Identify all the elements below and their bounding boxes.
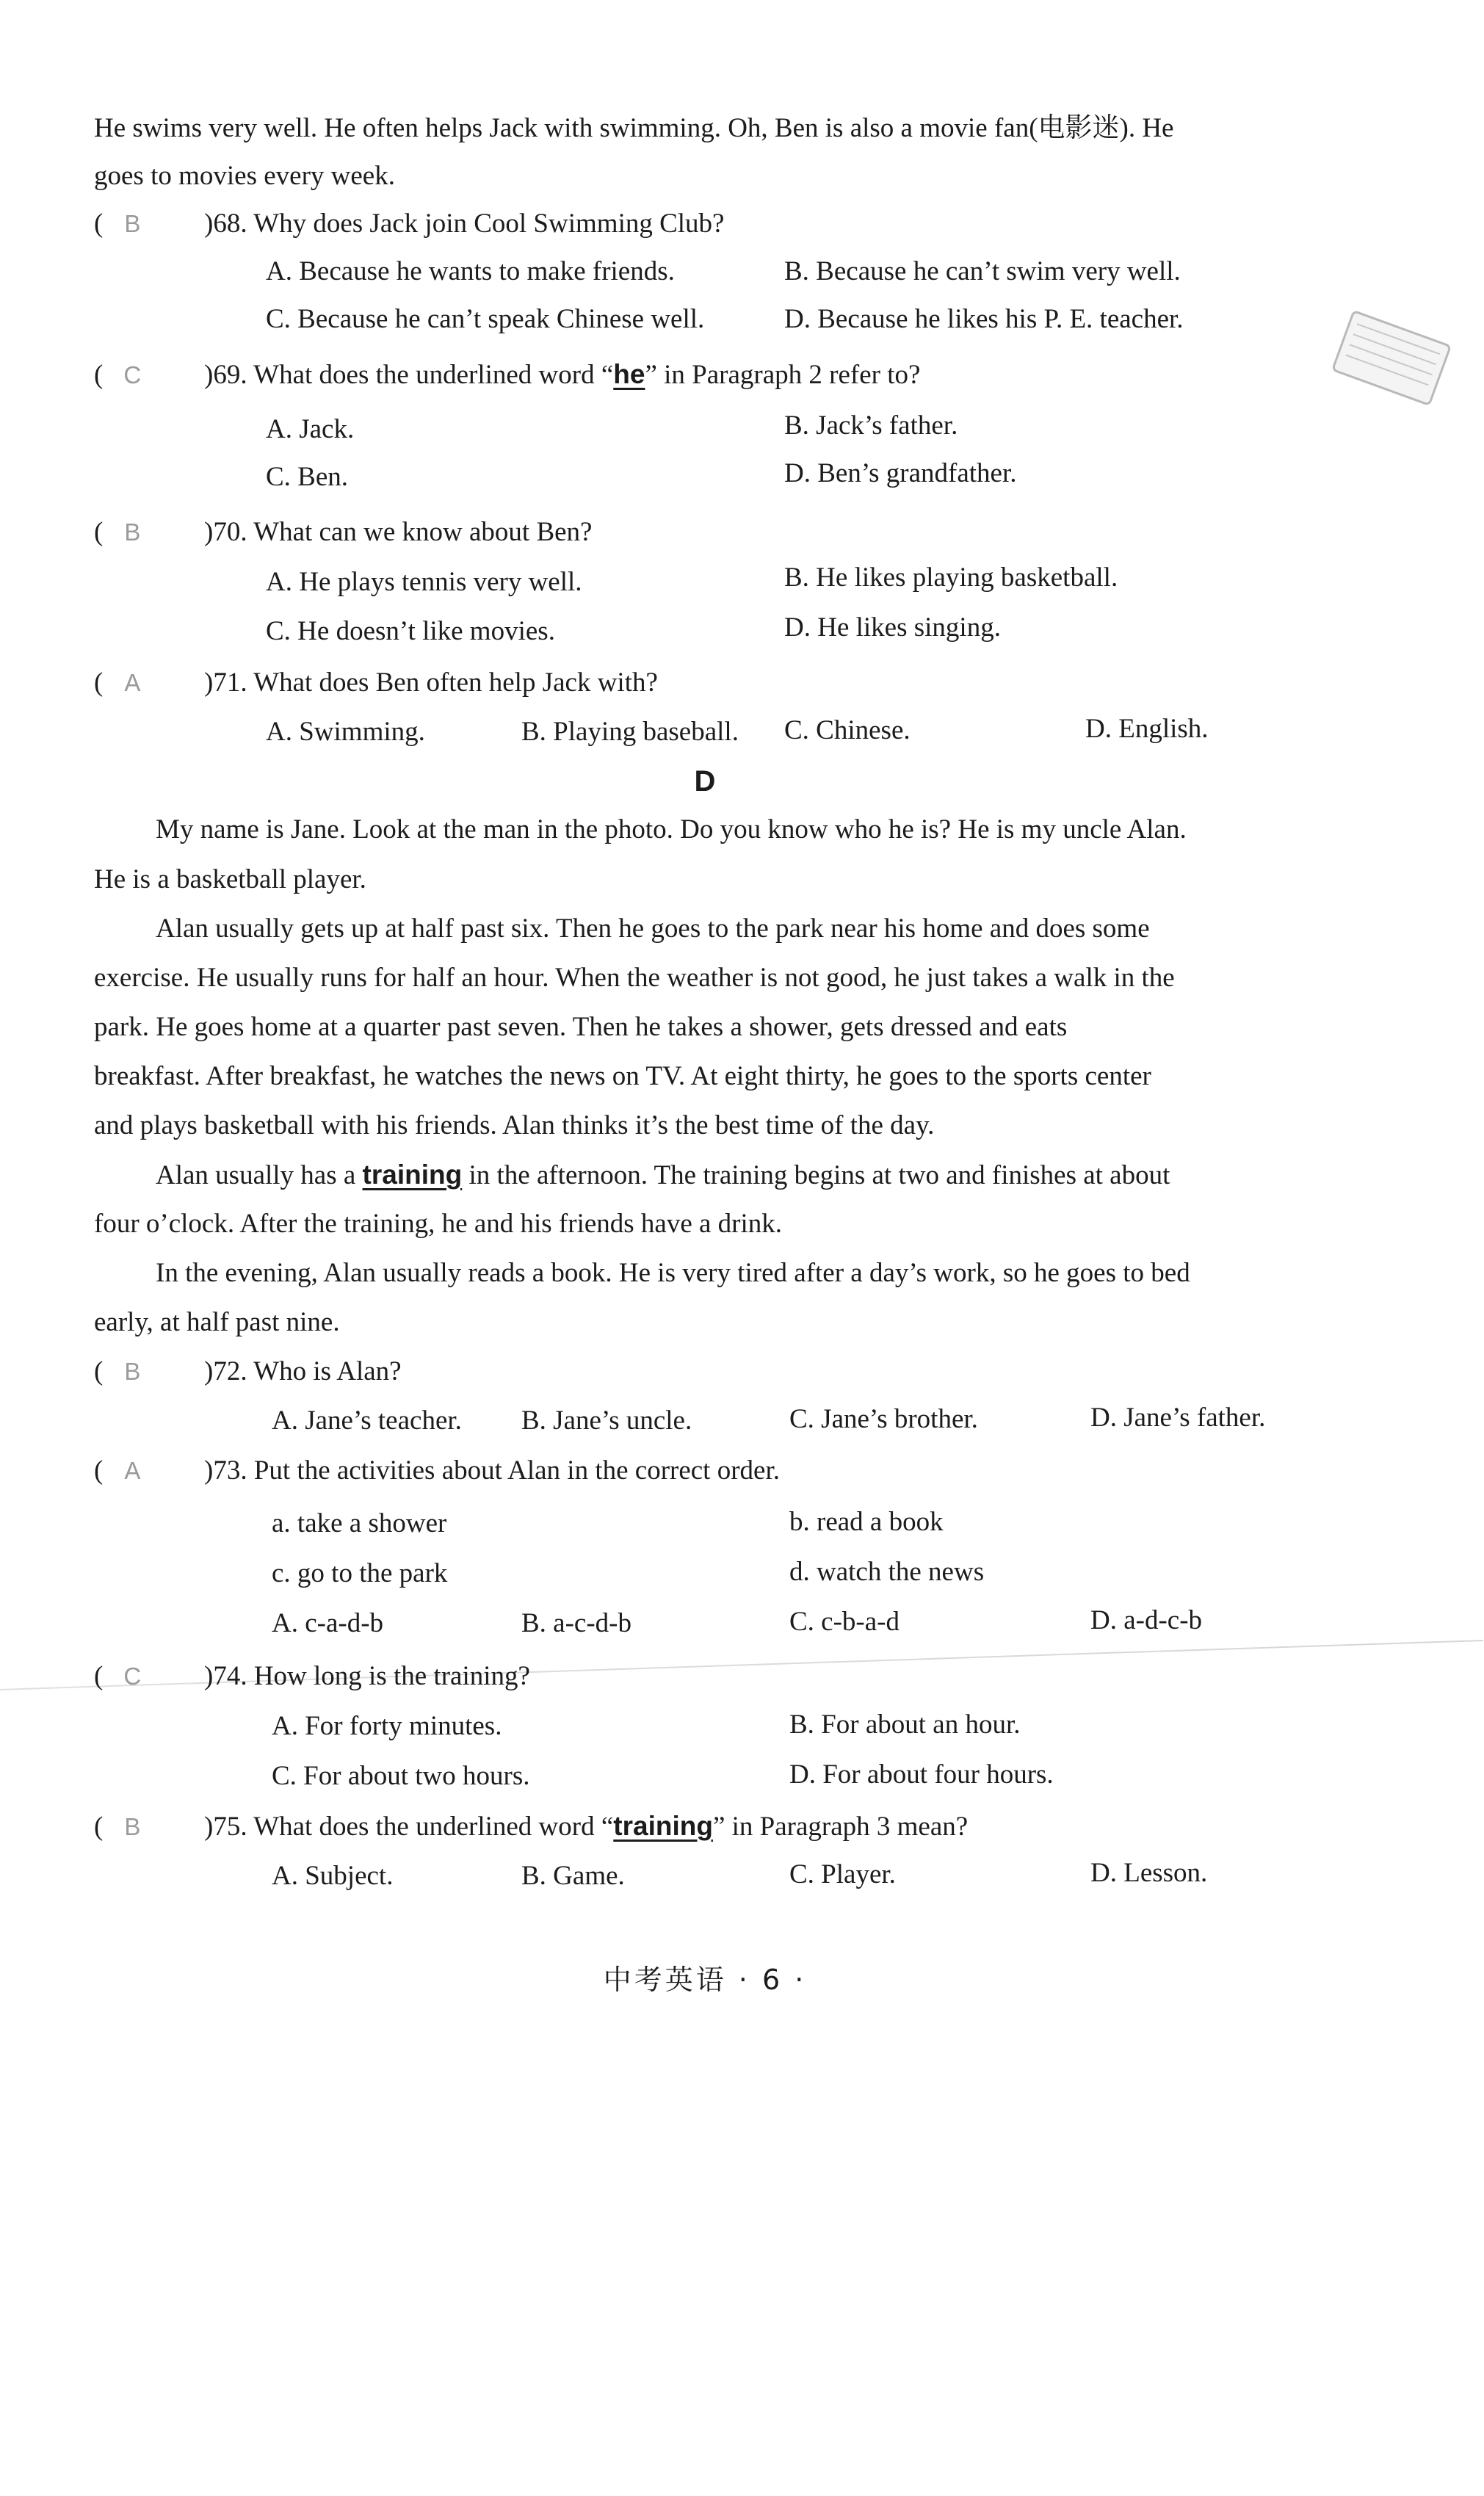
underlined-word: he	[613, 359, 645, 389]
question-stem: What can we know about Ben?	[253, 517, 593, 547]
answer-mark: B	[124, 1813, 141, 1840]
answer-paren: ( C	[94, 357, 204, 394]
passage-line: In the evening, Alan usually reads a book. He is very tired after a day’s work, so he goes to bed	[156, 1258, 1190, 1288]
answer-paren: ( B	[94, 206, 204, 242]
passage-line: early, at half past nine.	[94, 1307, 340, 1337]
answer-paren: ( B	[94, 514, 204, 551]
passage-line: He swims very well. He often helps Jack with swimming. Oh, Ben is also a movie fan(电影迷). He	[94, 113, 1174, 143]
option-c: C. c-b-a-d	[789, 1607, 900, 1637]
question-stem: Why does Jack join Cool Swimming Club?	[253, 209, 725, 239]
option-b: B. Jane’s uncle.	[521, 1406, 692, 1436]
question-72	[94, 1353, 402, 1390]
option-a: A. Jack.	[266, 414, 355, 444]
question-stem: Put the activities about Alan in the correct order.	[253, 1455, 780, 1486]
passage-line: Alan usually has a training in the afternoon. The training begins at two and finishes at about	[156, 1160, 1170, 1190]
option-d: D. Because he likes his P. E. teacher.	[784, 304, 1184, 334]
question-stem-post: ” in Paragraph 2 refer to?	[645, 360, 921, 390]
question-number: )69.	[204, 360, 247, 390]
passage-line: My name is Jane. Look at the man in the photo. Do you know who he is? He is my uncle Alan.	[156, 814, 1187, 844]
option-d: D. For about four hours.	[789, 1759, 1054, 1790]
option-a: A. He plays tennis very well.	[266, 567, 582, 597]
question-number: )71.	[204, 668, 247, 698]
answer-paren: ( C	[94, 1658, 204, 1695]
passage-line: He is a basketball player.	[94, 864, 366, 894]
underlined-word: training	[613, 1811, 713, 1841]
option-c: C. For about two hours.	[272, 1761, 530, 1791]
passage-line: four o’clock. After the training, he and his friends have a drink.	[94, 1209, 783, 1239]
option-b: B. Playing baseball.	[521, 717, 739, 747]
page-footer: 中考英语 · 6 ·	[603, 1964, 807, 1996]
answer-paren: ( A	[94, 1453, 204, 1489]
question-stem: Who is Alan?	[253, 1356, 402, 1386]
activity-item: a. take a shower	[272, 1508, 447, 1538]
answer-paren: ( B	[94, 1809, 204, 1845]
option-b: B. Because he can’t swim very well.	[784, 256, 1181, 286]
question-number: )72.	[204, 1356, 247, 1386]
option-c: C. Because he can’t speak Chinese well.	[266, 304, 705, 334]
option-a: A. For forty minutes.	[272, 1711, 502, 1741]
option-c: C. Ben.	[266, 462, 349, 492]
question-stem-post: ” in Paragraph 3 mean?	[712, 1812, 969, 1842]
question-68	[94, 206, 724, 242]
option-d: D. Jane’s father.	[1090, 1403, 1266, 1433]
option-a: A. Subject.	[272, 1861, 394, 1891]
section-heading: D	[694, 765, 716, 797]
question-stem-pre: What does the underlined word “	[253, 1812, 614, 1842]
option-a: A. Swimming.	[266, 717, 425, 747]
option-d: D. English.	[1085, 714, 1209, 744]
option-b: B. Jack’s father.	[784, 410, 958, 441]
passage-line: goes to movies every week.	[94, 161, 395, 191]
option-a: A. c-a-d-b	[272, 1608, 384, 1638]
question-69	[94, 356, 920, 393]
option-d: D. a-d-c-b	[1090, 1605, 1203, 1635]
option-b: B. For about an hour.	[789, 1710, 1021, 1740]
answer-mark: B	[124, 210, 141, 237]
answer-mark: B	[124, 518, 141, 546]
option-d: D. Lesson.	[1090, 1858, 1208, 1888]
option-c: C. Jane’s brother.	[789, 1404, 978, 1434]
question-number: )73.	[204, 1455, 247, 1486]
question-71	[94, 665, 658, 701]
answer-paren: ( A	[94, 665, 204, 701]
option-b: B. Game.	[521, 1861, 625, 1891]
option-b: B. a-c-d-b	[521, 1608, 631, 1638]
option-c: C. Player.	[789, 1859, 896, 1889]
activity-item: b. read a book	[789, 1507, 944, 1537]
option-d: D. He likes singing.	[784, 612, 1001, 643]
passage-line: and plays basketball with his friends. Alan thinks it’s the best time of the day.	[94, 1110, 935, 1140]
option-c: C. He doesn’t like movies.	[266, 616, 555, 646]
option-b: B. He likes playing basketball.	[784, 562, 1118, 593]
question-70	[94, 514, 592, 551]
question-stem: What does Ben often help Jack with?	[253, 668, 658, 698]
question-75	[94, 1808, 968, 1845]
answer-mark: B	[124, 1358, 141, 1385]
underlined-word: training	[362, 1160, 463, 1190]
question-73	[94, 1453, 780, 1489]
option-a: A. Jane’s teacher.	[272, 1406, 462, 1436]
question-number: )70.	[204, 517, 247, 547]
question-stem-pre: What does the underlined word “	[253, 360, 614, 390]
passage-line: breakfast. After breakfast, he watches the news on TV. At eight thirty, he goes to the sports center	[94, 1061, 1151, 1091]
question-number: )68.	[204, 209, 247, 239]
answer-mark: A	[124, 1457, 141, 1484]
answer-mark: A	[124, 669, 141, 696]
answer-paren: ( B	[94, 1353, 204, 1390]
passage-line: park. He goes home at a quarter past seven. Then he takes a shower, gets dressed and eats	[94, 1012, 1068, 1042]
option-d: D. Ben’s grandfather.	[784, 458, 1017, 488]
question-stem: How long is the training?	[253, 1661, 530, 1691]
option-a: A. Because he wants to make friends.	[266, 256, 675, 286]
answer-mark: C	[123, 1663, 142, 1690]
activity-item: c. go to the park	[272, 1558, 448, 1588]
book-stamp-icon	[1328, 306, 1455, 410]
passage-line: exercise. He usually runs for half an hour. When the weather is not good, he just takes a walk in the	[94, 963, 1175, 993]
question-74	[94, 1658, 530, 1695]
question-number: )75.	[204, 1812, 247, 1842]
passage-line: Alan usually gets up at half past six. Then he goes to the park near his home and does some	[156, 914, 1150, 944]
option-c: C. Chinese.	[784, 715, 911, 745]
question-number: )74.	[204, 1661, 247, 1691]
activity-item: d. watch the news	[789, 1557, 985, 1587]
answer-mark: C	[123, 361, 142, 388]
